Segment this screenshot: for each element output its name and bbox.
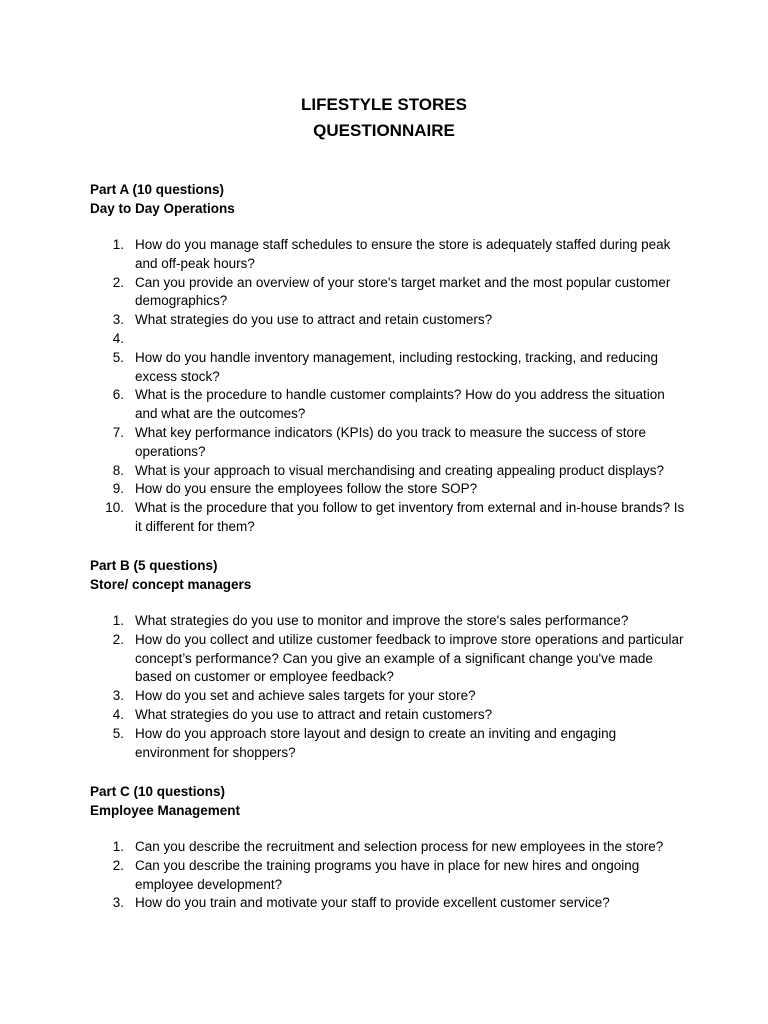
question-number: 2. xyxy=(112,857,124,873)
list-item xyxy=(90,386,690,424)
question-number: 3. xyxy=(112,312,124,328)
question-number: 4. xyxy=(112,706,124,722)
question-number: 1. xyxy=(112,839,124,854)
question-text: What is your approach to visual merchandising and creating appealing product displays? xyxy=(135,462,665,478)
question-text: Can you provide an overview of your store's target market and the most popular customer demographics? xyxy=(135,274,671,309)
question-text: What is the procedure that you follow to get inventory from external and in-house brands? Is it different for them? xyxy=(135,500,685,534)
question-text: What key performance indicators (KPIs) do you track to measure the success of store operations? xyxy=(135,424,646,459)
part-c-heading: Part C (10 questions) xyxy=(90,784,226,799)
list-item xyxy=(90,631,690,687)
question-text: What strategies do you use to attract and retain customers? xyxy=(135,706,493,722)
part-a-heading: Part A (10 questions) xyxy=(90,182,225,197)
question-number: 9. xyxy=(112,481,124,497)
list-item xyxy=(90,462,690,481)
question-number: 10. xyxy=(105,500,124,516)
list-item xyxy=(90,857,690,895)
list-item xyxy=(90,424,690,462)
part-b-heading: Part B (5 questions) xyxy=(90,558,218,573)
list-item xyxy=(90,725,690,763)
question-text: How do you set and achieve sales targets for your store? xyxy=(135,688,476,704)
question-text: How do you manage staff schedules to ensure the store is adequately staffed during peak and off-peak hours? xyxy=(135,237,671,271)
list-item xyxy=(90,499,690,537)
question-number: 1. xyxy=(112,237,124,252)
question-text: Can you describe the recruitment and selection process for new employees in the store? xyxy=(135,839,664,854)
question-text: How do you handle inventory management, including restocking, tracking, and reducing excess stock? xyxy=(135,349,659,384)
part-c-question-list xyxy=(90,838,690,913)
question-number: 2. xyxy=(112,274,124,290)
question-text: What strategies do you use to monitor and improve the store's sales performance? xyxy=(135,613,629,628)
question-number: 8. xyxy=(112,462,124,478)
question-text: How do you approach store layout and design to create an inviting and engaging environment for shoppers? xyxy=(135,725,617,760)
list-item xyxy=(90,894,690,913)
part-a-question-list xyxy=(90,236,690,537)
question-text: Can you describe the training programs you have in place for new hires and ongoing employee development? xyxy=(135,857,640,892)
question-number: 3. xyxy=(112,688,124,704)
list-item xyxy=(90,687,690,706)
list-item xyxy=(90,274,690,312)
part-c-section xyxy=(90,782,690,913)
question-number: 7. xyxy=(112,424,124,440)
document-title-line1: LIFESTYLE STORES xyxy=(301,95,467,114)
list-item xyxy=(90,706,690,725)
part-c-subheading: Employee Management xyxy=(90,803,241,818)
question-number: 1. xyxy=(112,613,124,628)
list-item xyxy=(90,349,690,387)
question-text: How do you collect and utilize customer feedback to improve store operations and particular concept’s performance? Can you give an example of a significant change you've made based on customer or employee feedback? xyxy=(135,631,684,685)
list-item xyxy=(90,612,690,631)
question-number: 6. xyxy=(112,387,124,403)
part-b-subheading: Store/ concept managers xyxy=(90,577,252,592)
list-item xyxy=(90,311,690,330)
list-item xyxy=(90,480,690,499)
question-number: 3. xyxy=(112,895,124,911)
list-item xyxy=(90,330,690,349)
question-text: What strategies do you use to attract and retain customers? xyxy=(135,312,493,328)
part-b-question-list xyxy=(90,612,690,762)
question-text: How do you ensure the employees follow the store SOP? xyxy=(135,481,478,497)
question-number: 5. xyxy=(112,725,124,741)
question-text: How do you train and motivate your staff to provide excellent customer service? xyxy=(135,895,610,911)
part-a-section xyxy=(90,180,690,537)
question-number: 5. xyxy=(112,349,124,365)
list-item xyxy=(90,236,690,274)
part-a-subheading: Day to Day Operations xyxy=(90,201,235,216)
question-text: What is the procedure to handle customer complaints? How do you address the situation and what are the outcomes? xyxy=(135,387,665,422)
list-item xyxy=(90,838,690,857)
part-b-section xyxy=(90,556,690,762)
question-number: 2. xyxy=(112,631,124,647)
question-number: 4. xyxy=(112,330,124,346)
document-title-line2: QUESTIONNAIRE xyxy=(313,121,455,140)
